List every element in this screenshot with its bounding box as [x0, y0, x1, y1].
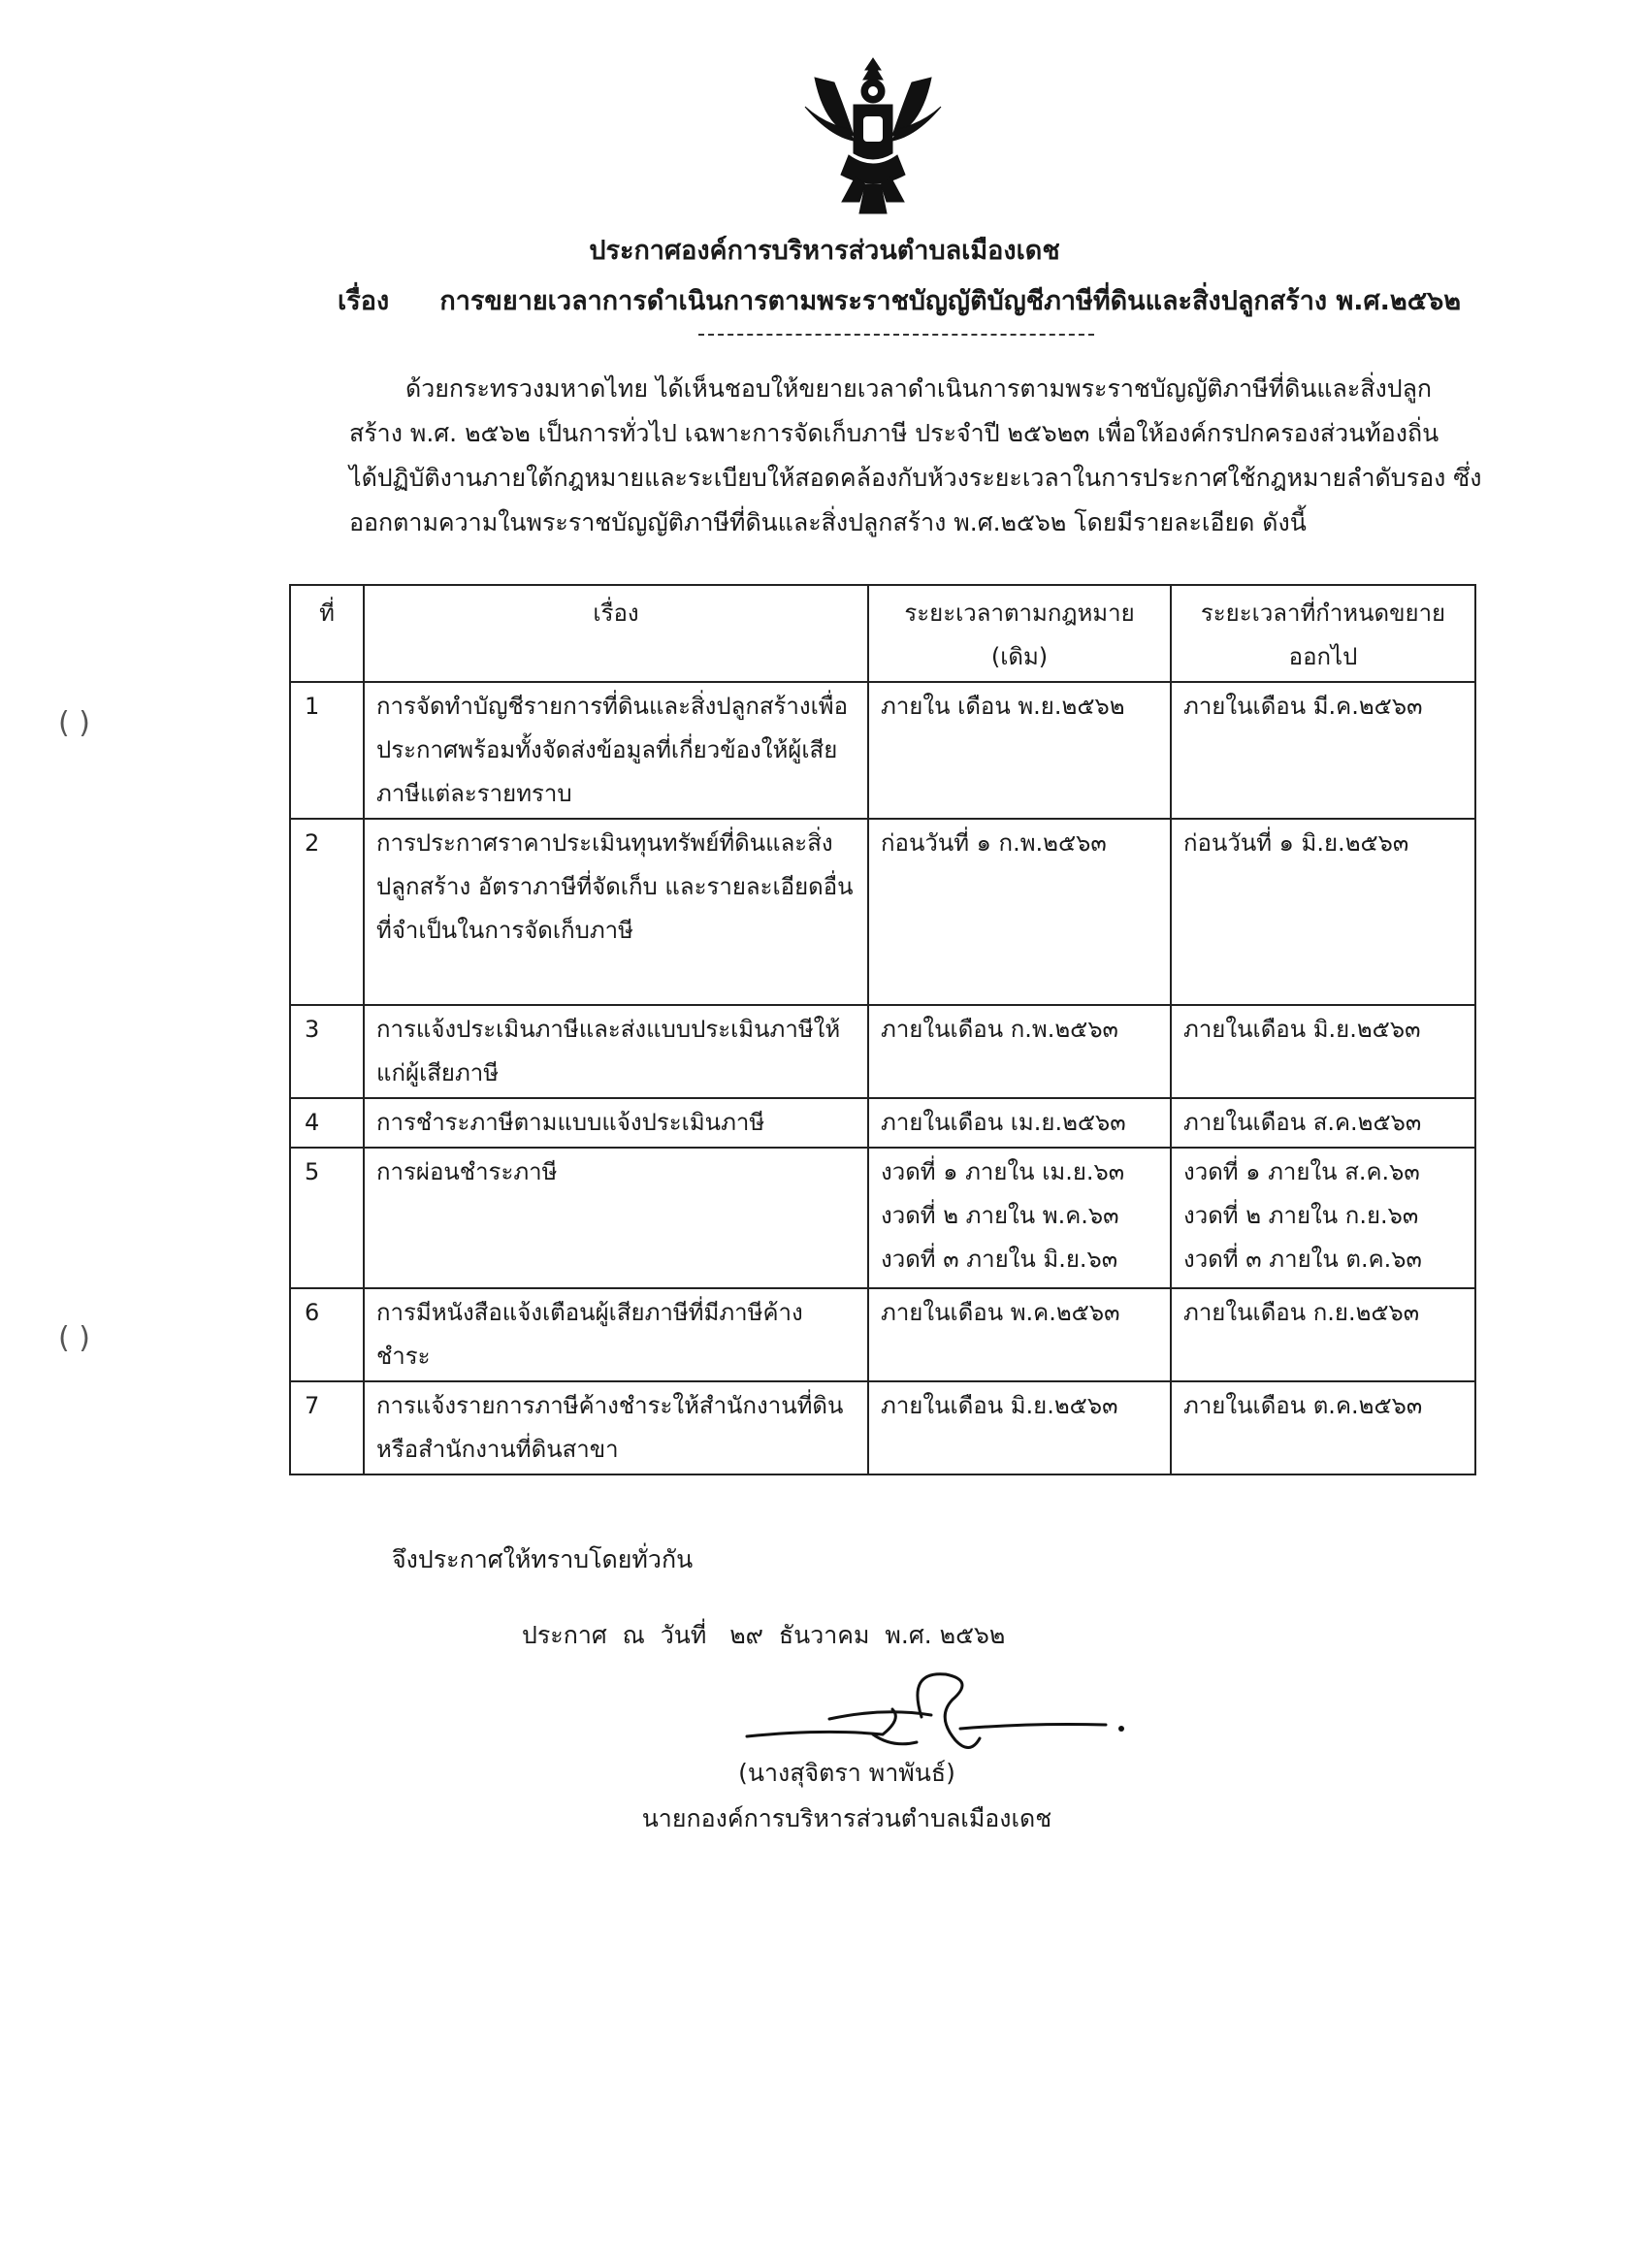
period-line: ภายในเดือน ก.พ.๒๕๖๓: [881, 1016, 1118, 1043]
period-line: ภายในเดือน ต.ค.๒๕๖๓: [1183, 1392, 1423, 1419]
row-subject: การประกาศราคาประเมินทุนทรัพย์ที่ดินและสิ่งปลูกสร้าง อัตราภาษีที่จัดเก็บ และรายละเอียดอื่นที่จำเป็นในการจัดเก็บภาษี: [364, 819, 868, 1005]
row-no: 1: [290, 682, 364, 819]
intro-paragraph: [349, 367, 1482, 545]
row-no: 4: [290, 1098, 364, 1148]
installment-line: งวดที่ ๑ ภายใน เม.ย.๖๓: [881, 1158, 1125, 1185]
row-extended-period: [1171, 819, 1475, 1005]
row-no: 7: [290, 1381, 364, 1474]
period-line: ภายในเดือน ก.ย.๒๕๖๓: [1183, 1299, 1420, 1326]
period-line: ภายใน เดือน พ.ย.๒๕๖๒: [881, 693, 1125, 720]
intro-line: ออกตามความในพระราชบัญญัติภาษีที่ดินและสิ่งปลูกสร้าง พ.ศ.๒๕๖๒ โดยมีรายละเอียด ดังนี้: [349, 508, 1307, 536]
intro-line: สร้าง พ.ศ. ๒๕๖๒ เป็นการทั่วไป เฉพาะการจัดเก็บภาษี ประจำปี ๒๕๖๒๓ เพื่อให้องค์กรปกครองส่วนท้องถิ่น: [349, 419, 1439, 447]
row-subject: การชำระภาษีตามแบบแจ้งประเมินภาษี: [364, 1098, 868, 1148]
period-line: ภายในเดือน มิ.ย.๒๕๖๓: [1183, 1016, 1421, 1043]
table-header-row: [290, 585, 1475, 682]
handwritten-signature-icon: [737, 1661, 1145, 1758]
intro-line: ด้วยกระทรวงมหาดไทย ได้เห็นชอบให้ขยายเวลาดำเนินการตามพระราชบัญญัติภาษีที่ดินและสิ่งปลูก: [405, 374, 1433, 403]
header-original-period: ระยะเวลาตามกฎหมาย (เดิม): [868, 585, 1171, 682]
row-subject: การจัดทำบัญชีรายการที่ดินและสิ่งปลูกสร้างเพื่อประกาศพร้อมทั้งจัดส่งข้อมูลที่เกี่ยวข้องให้ผู้เสียภาษีแต่ละรายทราบ: [364, 682, 868, 819]
intro-line: ได้ปฏิบัติงานภายใต้กฎหมายและระเบียบให้สอดคล้องกับห้วงระยะเวลาในการประกาศใช้กฎหมายลำดับรอง ซึ่ง: [349, 464, 1482, 492]
period-line: ภายในเดือน มิ.ย.๒๕๖๓: [881, 1392, 1118, 1419]
row-extended-period: [1171, 682, 1475, 819]
period-line: ภายในเดือน ส.ค.๒๕๖๓: [1183, 1109, 1422, 1136]
row-subject: การมีหนังสือแจ้งเตือนผู้เสียภาษีที่มีภาษีค้างชำระ: [364, 1288, 868, 1381]
row-original-period: [868, 1148, 1171, 1288]
period-line: ภายในเดือน มี.ค.๒๕๖๓: [1183, 693, 1423, 720]
row-subject: การแจ้งรายการภาษีค้างชำระให้สำนักงานที่ดิน หรือสำนักงานที่ดินสาขา: [364, 1381, 868, 1474]
row-extended-period: [1171, 1288, 1475, 1381]
table-row: [290, 1381, 1475, 1474]
period-line: ก่อนวันที่ ๑ ก.พ.๒๕๖๓: [881, 829, 1107, 857]
row-original-period: [868, 682, 1171, 819]
row-original-period: [868, 1098, 1171, 1148]
row-extended-period: [1171, 1381, 1475, 1474]
subject-line: [338, 279, 1461, 321]
row-no: 5: [290, 1148, 364, 1288]
announcement-date: ประกาศ ณ วันที่ ๒๙ ธันวาคม พ.ศ. ๒๕๖๒: [522, 1621, 1006, 1649]
row-original-period: [868, 819, 1171, 1005]
row-extended-period: [1171, 1005, 1475, 1098]
period-line: ภายในเดือน เม.ย.๒๕๖๓: [881, 1109, 1126, 1136]
header-extended-period: ระยะเวลาที่กำหนดขยายออกไป: [1171, 585, 1475, 682]
table-row: [290, 1098, 1475, 1148]
row-no: 2: [290, 819, 364, 1005]
row-subject: การแจ้งประเมินภาษีและส่งแบบประเมินภาษีให้แก่ผู้เสียภาษี: [364, 1005, 868, 1098]
schedule-table: [289, 584, 1476, 1475]
table-row: [290, 1148, 1475, 1288]
header-no: ที่: [290, 585, 364, 682]
row-extended-period: [1171, 1098, 1475, 1148]
signatory-name: (นางสุจิตรา พาพันธ์): [738, 1759, 955, 1787]
installment-line: งวดที่ ๓ ภายใน ต.ค.๖๓: [1183, 1246, 1422, 1273]
row-extended-period: [1171, 1148, 1475, 1288]
table-row: [290, 819, 1475, 1005]
closing-statement: จึงประกาศให้ทราบโดยทั่วกัน: [392, 1545, 694, 1573]
table-row: [290, 1005, 1475, 1098]
table-row: [290, 1288, 1475, 1381]
header-subject: เรื่อง: [364, 585, 868, 682]
row-subject: การผ่อนชำระภาษี: [364, 1148, 868, 1288]
announcement-title: ประกาศองค์การบริหารส่วนตำบลเมืองเดช: [589, 236, 1060, 266]
installment-line: งวดที่ ๒ ภายใน ก.ย.๖๓: [1183, 1202, 1419, 1229]
row-original-period: [868, 1288, 1171, 1381]
installment-line: งวดที่ ๒ ภายใน พ.ค.๖๓: [881, 1202, 1119, 1229]
table-row: [290, 682, 1475, 819]
row-original-period: [868, 1381, 1171, 1474]
punch-hole-mark-icon: ( ): [58, 706, 90, 740]
subject-text: การขยายเวลาการดำเนินการตามพระราชบัญญัติบัญชีภาษีที่ดินและสิ่งปลูกสร้าง พ.ศ.๒๕๖๒: [439, 286, 1462, 316]
garuda-emblem-icon: [795, 49, 951, 223]
subject-label: เรื่อง: [338, 286, 390, 316]
title-divider: [698, 334, 1094, 336]
installment-line: งวดที่ ๓ ภายใน มิ.ย.๖๓: [881, 1246, 1118, 1273]
row-no: 6: [290, 1288, 364, 1381]
row-original-period: [868, 1005, 1171, 1098]
installment-line: งวดที่ ๑ ภายใน ส.ค.๖๓: [1183, 1158, 1420, 1185]
period-line: ก่อนวันที่ ๑ มิ.ย.๒๕๖๓: [1183, 829, 1409, 857]
signatory-position: นายกองค์การบริหารส่วนตำบลเมืองเดช: [641, 1804, 1052, 1832]
row-no: 3: [290, 1005, 364, 1098]
punch-hole-mark-icon: ( ): [58, 1321, 90, 1355]
period-line: ภายในเดือน พ.ค.๒๕๖๓: [881, 1299, 1120, 1326]
